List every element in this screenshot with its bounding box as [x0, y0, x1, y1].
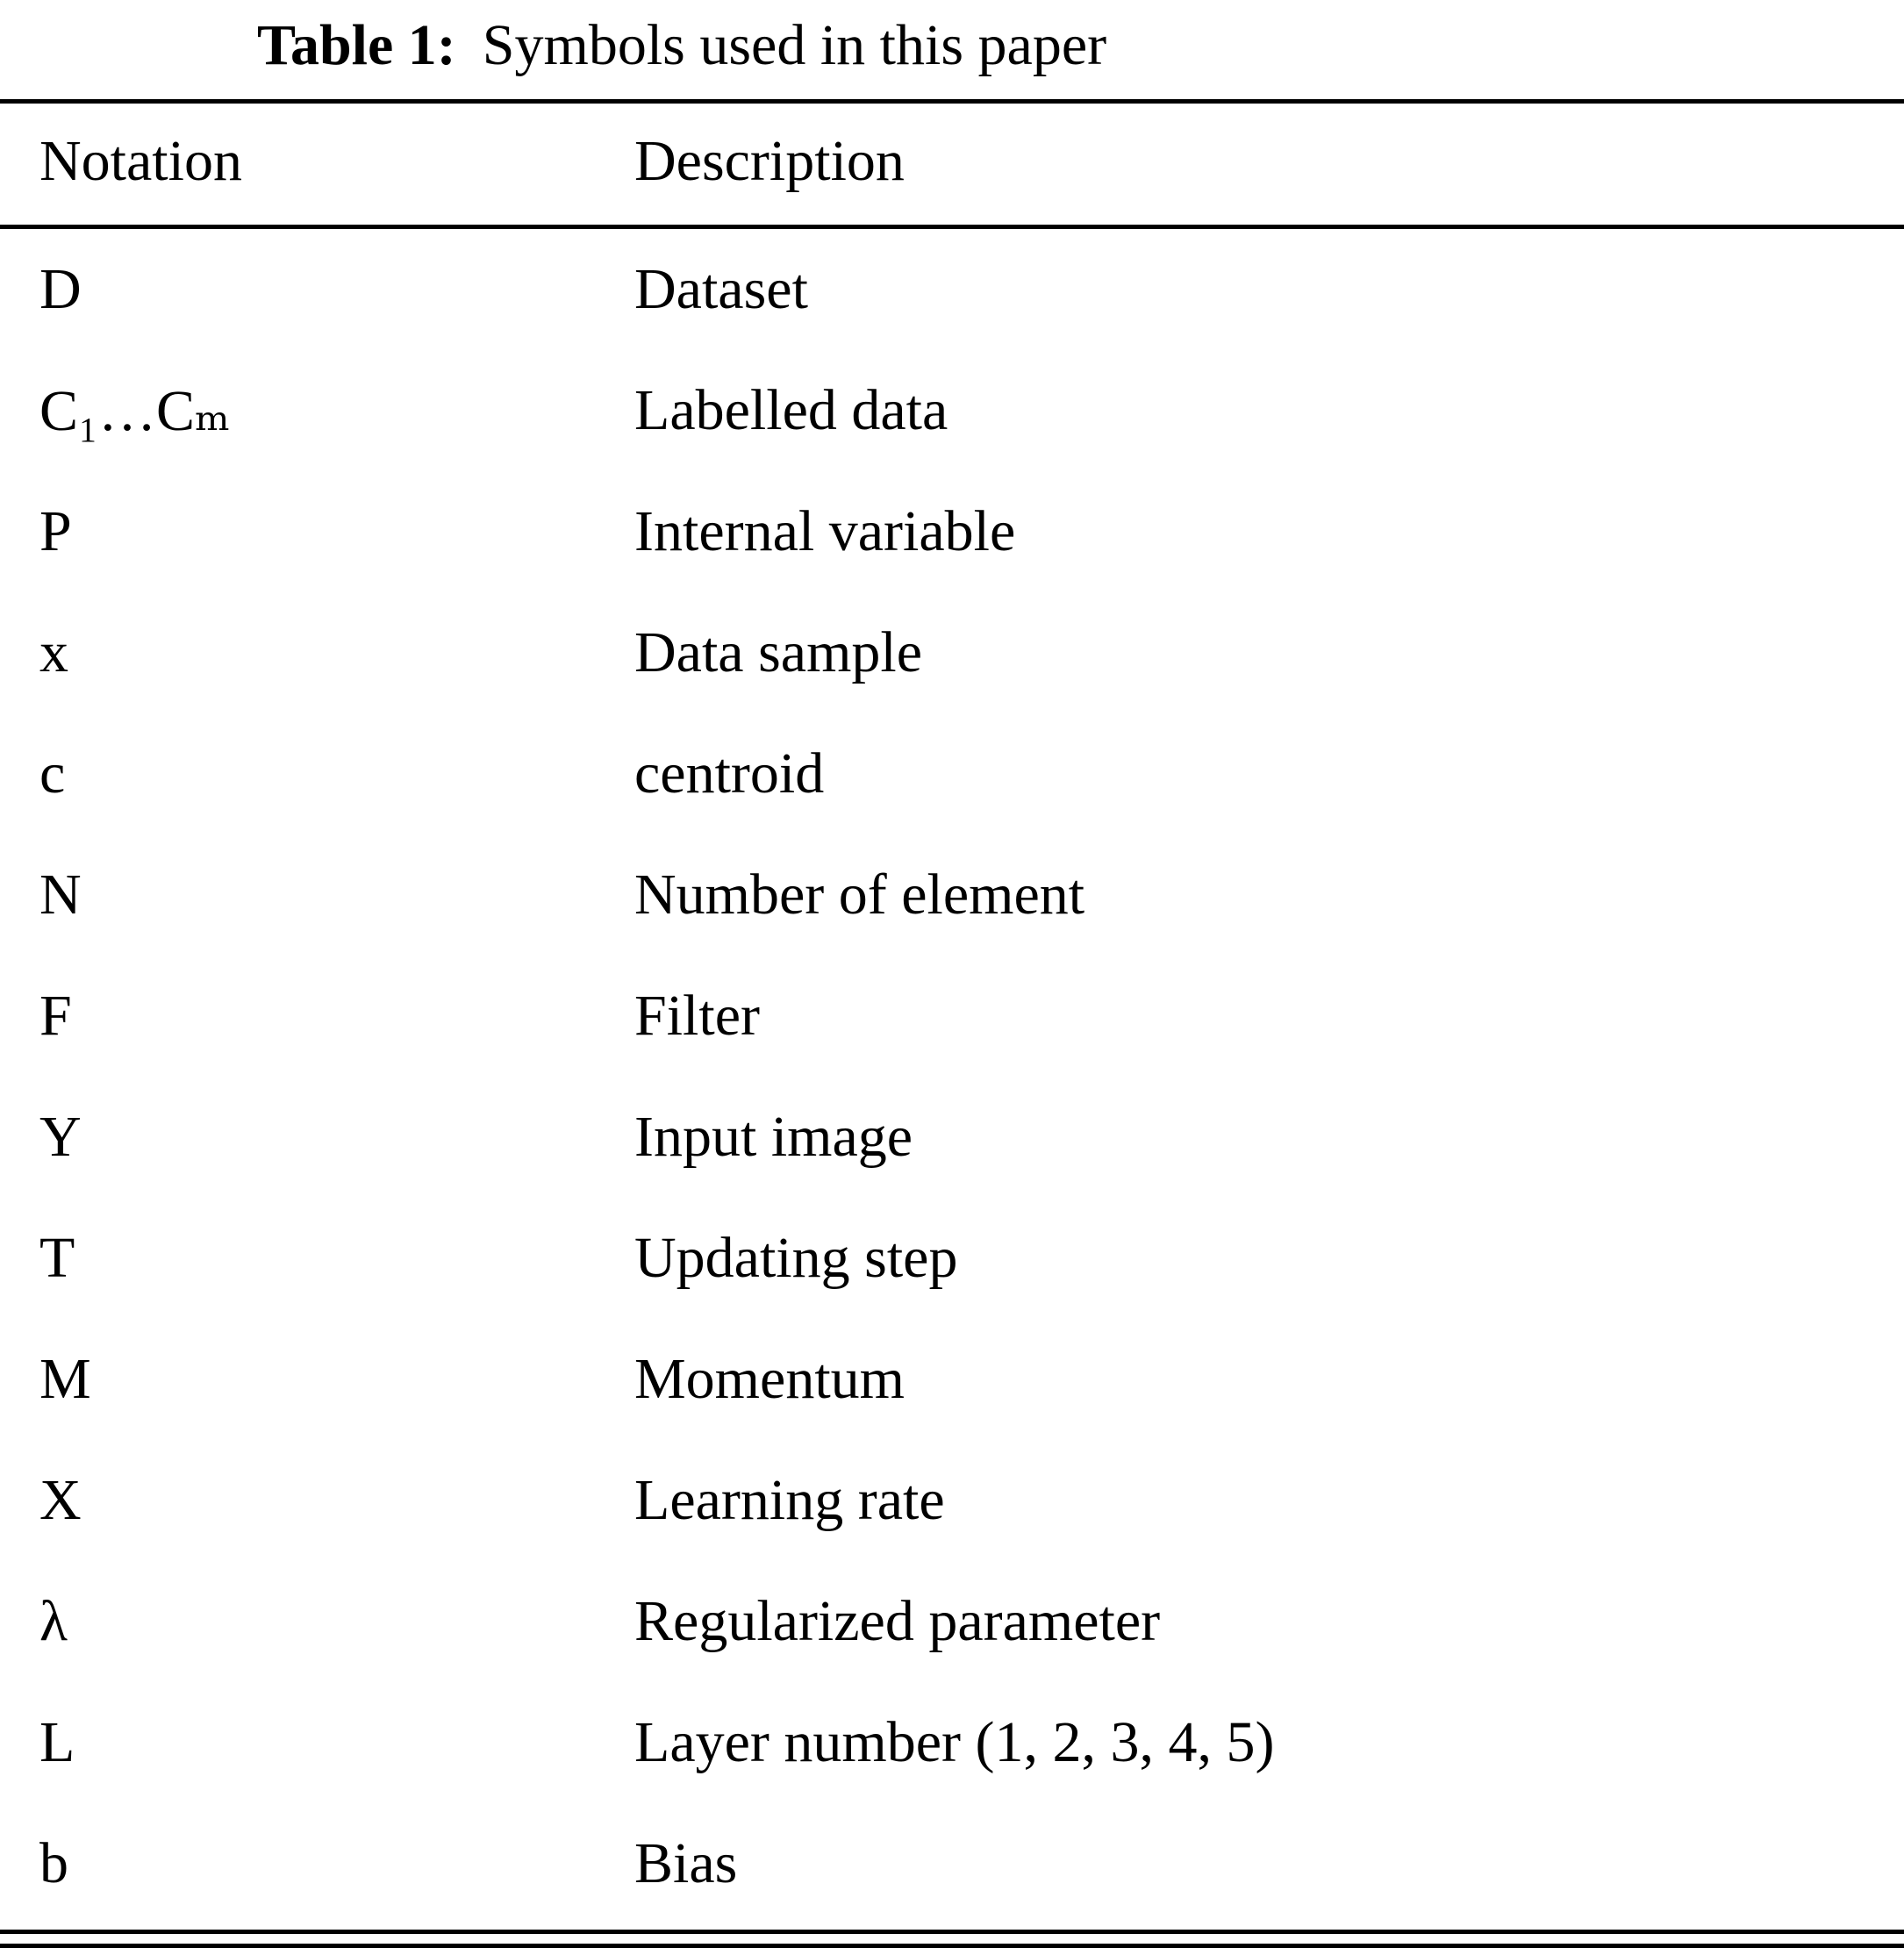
- table-row: [0, 229, 1904, 350]
- header-description: Description: [634, 128, 905, 193]
- description-cell: Regularized parameter: [634, 1588, 1161, 1653]
- description-cell: Input image: [634, 1104, 913, 1169]
- table-row: [0, 956, 1904, 1077]
- table-caption-text: Symbols used in this paper: [482, 13, 1107, 77]
- description-cell: Learning rate: [634, 1467, 945, 1532]
- table-row: [0, 1803, 1904, 1924]
- description-cell: Internal variable: [634, 498, 1016, 563]
- description-cell: Data sample: [634, 619, 923, 684]
- description-cell: Layer number (1, 2, 3, 4, 5): [634, 1709, 1275, 1774]
- table-row: [0, 1198, 1904, 1319]
- table-row: [0, 1319, 1904, 1440]
- description-cell: Labelled data: [634, 377, 948, 442]
- table-row: [0, 1077, 1904, 1198]
- header-notation: Notation: [39, 128, 242, 193]
- table-caption: [0, 0, 1904, 99]
- notation-cell: c: [39, 741, 66, 806]
- notation-cell: M: [39, 1346, 91, 1411]
- table-header-row: [0, 104, 1904, 225]
- notation-cell: C₁…Cₘ: [39, 378, 231, 443]
- notation-cell: λ: [39, 1588, 68, 1653]
- notation-cell: L: [39, 1709, 75, 1774]
- notation-cell: D: [39, 256, 82, 321]
- notation-cell: b: [39, 1830, 68, 1895]
- bottom-rule-upper: [0, 1930, 1904, 1934]
- description-cell: Filter: [634, 983, 760, 1048]
- notation-cell: Y: [39, 1104, 82, 1169]
- description-cell: Dataset: [634, 256, 808, 321]
- description-cell: Number of element: [634, 862, 1085, 927]
- table-row: [0, 834, 1904, 956]
- description-cell: Bias: [634, 1830, 738, 1895]
- description-cell: Momentum: [634, 1346, 905, 1411]
- table-row: [0, 1682, 1904, 1803]
- table-body: [0, 229, 1904, 1924]
- bottom-double-rule: [0, 1930, 1904, 1948]
- description-cell: centroid: [634, 741, 825, 806]
- notation-cell: x: [39, 619, 68, 684]
- description-cell: Updating step: [634, 1225, 958, 1290]
- notation-cell: X: [39, 1467, 82, 1532]
- table-row: [0, 471, 1904, 592]
- notation-cell: P: [39, 498, 72, 563]
- table-caption-label: Table 1:: [257, 13, 456, 77]
- notation-cell: F: [39, 983, 72, 1048]
- table-row: [0, 713, 1904, 834]
- notation-cell: N: [39, 862, 82, 927]
- bottom-rule-lower: [0, 1944, 1904, 1948]
- table-row: [0, 592, 1904, 713]
- table-row: [0, 1561, 1904, 1682]
- notation-cell: T: [39, 1225, 75, 1290]
- table-row: [0, 1440, 1904, 1561]
- table-row: [0, 350, 1904, 471]
